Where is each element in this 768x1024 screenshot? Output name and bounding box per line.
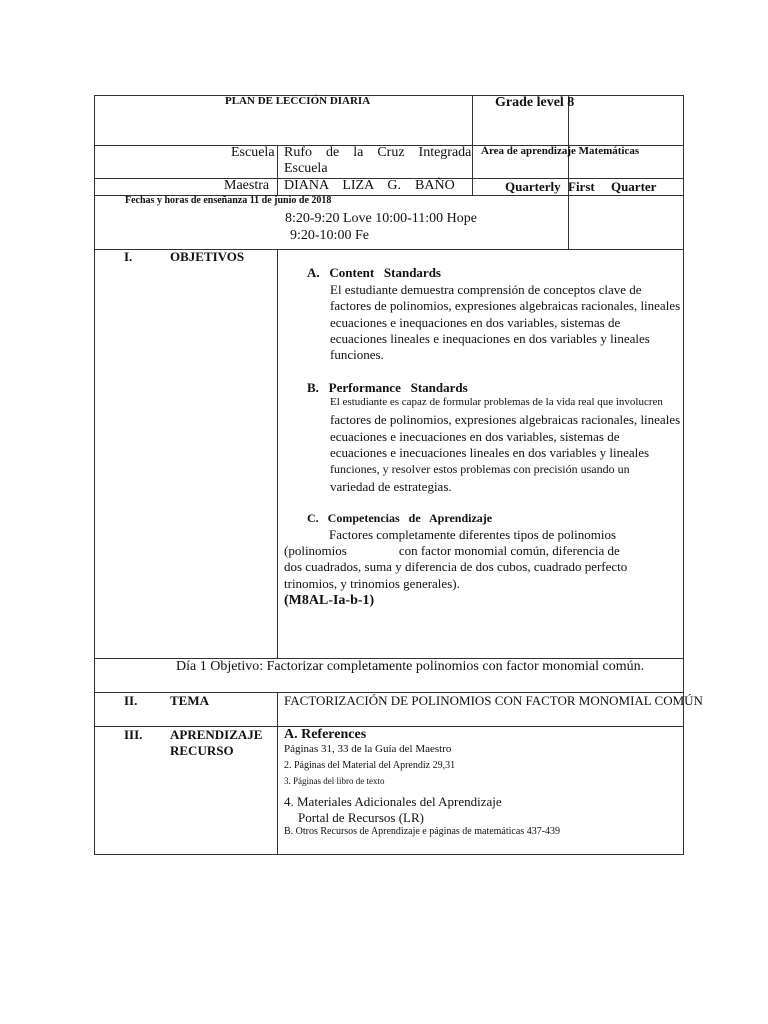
- reference-guia-maestro: Páginas 31, 33 de la Guía del Maestro: [284, 743, 452, 755]
- border-col-mid: [472, 95, 473, 195]
- reference-material-aprendiz: 2. Páginas del Material del Aprendiz 29,31: [284, 760, 456, 771]
- border-col-label-lower: [277, 249, 278, 658]
- tema-num: II.: [124, 693, 138, 708]
- border-col-label: [277, 145, 278, 195]
- reference-libro-texto: 3. Páginas del libro de texto: [284, 776, 385, 786]
- content-standards-heading: A. Content Standards: [307, 265, 441, 280]
- page-title: PLAN DE LECCIÓN DIARIA: [225, 95, 371, 107]
- reference-portal-recursos: Portal de Recursos (LR): [298, 810, 425, 825]
- schedule-line2: 9:20-10:00 Fe: [290, 228, 369, 243]
- border-left: [94, 95, 95, 855]
- recurso-label: RECURSO: [170, 743, 234, 758]
- objetivos-label: OBJETIVOS: [170, 249, 245, 264]
- quarterly-label: Quarterly: [505, 179, 561, 194]
- performance-standards-heading: B. Performance Standards: [307, 380, 468, 395]
- border-top: [94, 95, 684, 96]
- grade-level: Grade level 8: [495, 95, 575, 110]
- reference-otros-recursos: B. Otros Recursos de Aprendizaje e páginas de matemáticas 437-439: [284, 826, 561, 837]
- maestra-value: DIANA LIZA G. BAÑO: [284, 178, 455, 193]
- tema-value: FACTORIZACIÓN DE POLINOMIOS CON FACTOR MONOMIAL COMÚN: [284, 693, 703, 708]
- border-right: [683, 95, 684, 855]
- maestra-label: Maestra: [224, 178, 270, 193]
- area-label: Área de aprendizaje Matemáticas: [481, 145, 640, 157]
- quarterly-value: First Quarter: [568, 179, 657, 194]
- competencia-code: (M8AL-Ia-b-1): [284, 593, 375, 608]
- lesson-plan-page: PLAN DE LECCIÓN DIARIA Grade level 8 Escuela Rufo de la Cruz Integrada Escuela Área de aprendizaje Matemáticas Maestra DIANA LIZA G. BAÑO Quarterly First Quarter Fechas y horas de enseñanza 11 de junio de 2018 8:20-9:20 Love 10:00-11:00 Hope 9:20-10:00 Fe I. OBJETIVOS A. Content Standards El estudiante demuestra comprensión de conceptos clave de factores de polinomios, expresiones algebraicas racionales, lineales ecuaciones e inequaciones en dos variables, sistemas de ecuaciones lineales e inequaciones en dos variables y lineales funciones. B. Performance Standards El estudiante es capaz de formular problemas de la vida real que involucren factores de polinomios, expresiones algebraicas racionales, lineales ecuaciones e inecuaciones en dos variables, sistemas de ecuaciones e inecuaciones lineales en dos variables y lineales funciones, y resolver estos problemas con precisión usando un variedad de estrategias. C. Competencias de Aprendizaje Factores completamente diferentes tipos de polinomios (polinomios con factor monomial común, diferencia de dos cuadrados, suma y diferencia de dos cubos, cuadrado perfecto trinomios, y trinomios generales). (M8AL-Ia-b-1) Día 1 Objetivo: Factorizar completamente polinomios con factor monomial común. II. TEMA FACTORIZACIÓN DE POLINOMIOS CON FACTOR MONOMIAL COMÚN III. APRENDIZAJE RECURSO A. References Páginas 31, 33 de la Guía del Maestro 2. Páginas del Material del Aprendiz 29,31 3. Páginas del libro de texto 4. Materiales Adicionales del Aprendizaje Portal de Recursos (LR) B. Otros Recursos de Aprendizaje e páginas de matemáticas 437-439: [0, 0, 768, 1024]
- competencias-heading: C. Competencias de Aprendizaje: [307, 511, 493, 525]
- escuela-label: Escuela: [231, 145, 275, 160]
- escuela-value: Rufo de la Cruz Integrada: [284, 145, 472, 160]
- border-bottom: [94, 854, 684, 855]
- schedule-line1: 8:20-9:20 Love 10:00-11:00 Hope: [285, 211, 477, 226]
- reference-materiales-adicionales: 4. Materiales Adicionales del Aprendizaje: [284, 794, 502, 809]
- tema-label: TEMA: [170, 693, 209, 708]
- border-col-label-bottom: [277, 692, 278, 855]
- aprendizaje-label: APRENDIZAJE: [170, 727, 263, 742]
- fechas-label: Fechas y horas de enseñanza 11 de junio de 2018: [125, 195, 332, 206]
- escuela-value-line2: Escuela: [284, 161, 328, 176]
- aprendizaje-num: III.: [124, 727, 143, 742]
- border-col-right: [568, 95, 569, 249]
- references-heading: A. References: [284, 727, 367, 742]
- dia1-objective: Día 1 Objetivo: Factorizar completamente polinomios con factor monomial común.: [176, 659, 645, 674]
- objetivos-num: I.: [124, 249, 133, 264]
